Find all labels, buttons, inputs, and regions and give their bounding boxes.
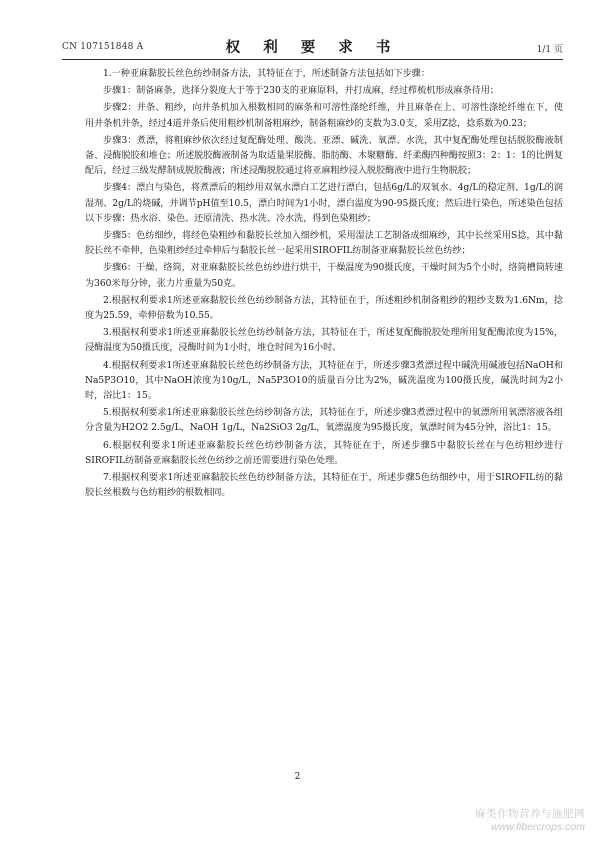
claim-4: 4.根据权利要求1所述亚麻黏胶长丝色纺纱制备方法，其特征在于，所述步骤3煮漂过程中碱洗用碱液包括NaOH和Na5P3O10，其中NaOH浓度为10g/L，Na5P3O10的质量百分比为2%，碱洗温度为100摄氏度，碱洗时间为2小时，浴比1：15。 [85,360,563,402]
watermark-site-name: 麻类作物营养与施肥网 [475,808,585,820]
header-divider [62,59,563,60]
claim-6: 6.根据权利要求1所述亚麻黏胶长丝色纺纱制备方法，其特征在于，所述步骤5中黏胶长丝在与色纺粗纱进行SIROFIL纺制备亚麻黏胶长丝色纺纱之前还需要进行染色处理。 [85,440,563,466]
claim-1-step-4: 步骤4：漂白与染色，将煮漂后的粗纱用双氧水漂白工艺进行漂白，包括6g/L的双氧水、4g/L的稳定剂、1g/L的润湿剂、2g/L的烧碱，并调节pH值至10.5，漂白时间为1小时，漂白温度为90-95摄氏度；然后进行染色，所述染色包括以下步骤：热水浴、染色、还原清洗、热水洗、冷水洗，得到色染粗纱； [85,183,563,224]
claim-1-step-6: 步骤6：干燥、络筒，对亚麻黏胶长丝色纺纱进行烘干，干燥温度为90摄氏度，干燥时间为5个小时，络筒槽筒转速为360米每分钟，张力片重量为50克。 [85,263,563,289]
publication-number: CN 107151848 A [62,42,144,52]
claim-1-step-1: 步骤1：制备麻条，选择分裂度大于等于230支的亚麻原料，并打成麻，经过栉梳机形成麻条待用； [103,86,499,97]
site-watermark [475,808,585,834]
document-title: 权 利 要 求 书 [225,39,400,56]
claim-2: 2.根据权利要求1所述亚麻黏胶长丝色纺纱制备方法，其特征在于，所述粗纱机制备粗纱的粗纱支数为1.6Nm，捻度为25.59，牵伸倍数为10.55。 [85,295,563,322]
claim-1-step-2: 步骤2：并条、粗纱，向并条机加入根数相同的麻条和可溶性涤纶纤维，并且麻条在上、可溶性涤纶纤维在下，使用并条机并条，经过4道并条后使用粗纱机制备粗麻纱，制备粗麻纱的支数为3.0支，采用Z捻，捻系数为0.23； [85,103,563,129]
claims-body [85,67,563,503]
claim-1-step-3: 步骤3：煮漂，将粗麻纱依次经过复配酶处理、酸洗、亚漂、碱洗、氧漂、水洗，其中复配酶处理包括脱胶酶液制备、浸酶脱胶和堆仓；所述脱胶酶液制备为取适量果胶酶、脂肪酶、木聚糖酶、纤柔酶四种酶按照3：2：1：1的比例复配后，经过三级发酵制成脱胶酶液；所述浸酶脱胶通过将亚麻粗纱浸入脱胶酶液中进行生物脱胶； [85,135,563,177]
page-indicator: 1/1 页 [536,45,563,55]
claim-7: 7.根据权利要求1所述亚麻黏胶长丝色纺纱制备方法，其特征在于，所述步骤5色纺细纱中，用于SIROFIL纺的黏胶长丝根数与色纺粗纱的根数相同。 [85,473,563,499]
page-header [62,36,563,58]
watermark-url: www.fibercrops.com [491,821,585,833]
claim-1-intro: 1.一种亚麻黏胶长丝色纺纱制备方法，其特征在于，所述制备方法包括如下步骤： [103,69,430,79]
claim-3: 3.根据权利要求1所述亚麻黏胶长丝色纺纱制备方法，其特征在于，所述复配酶脱胶处理所用复配酶浓度为15%，浸酶温度为50摄氏度，浸酶时间为1小时，堆仓时间为16小时。 [85,328,563,354]
claim-5: 5.根据权利要求1所述亚麻黏胶长丝色纺纱制备方法，其特征在于，所述步骤3煮漂过程中的氧漂所用氧漂溶液各组分含量为H2O2 2.5g/L，NaOH 1g/L，Na2SiO3 2g/L，氧漂温度为95摄氏度，氧漂时间为45分钟，浴比1：15。 [85,408,563,434]
page-number: 2 [294,772,301,782]
claim-1-step-5: 步骤5：色纺细纱，将经色染粗纱和黏胶长丝加入细纱机，采用湿法工艺制备成细麻纱，其中长丝采用S捻，其中黏胶长丝不牵伸，色染粗纱经过牵伸后与黏胶长丝一起采用SIROFIL纺制备亚麻黏胶长丝色纺纱； [85,231,563,257]
